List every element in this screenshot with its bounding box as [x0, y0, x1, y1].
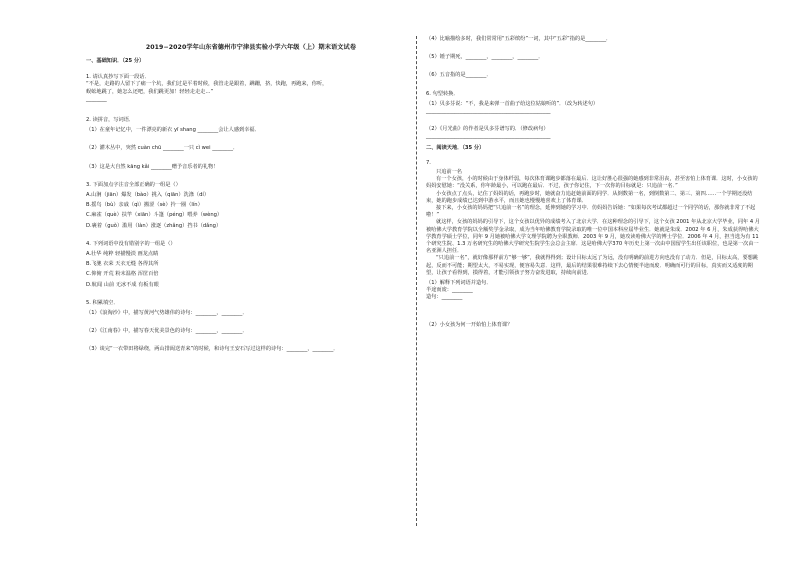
- question-line: “不是，走路的人留下了痛一个坑，我们过是平着时候，我管走是跟着，蹒跚，挤，快跑，再跑来，你听，: [86, 81, 328, 88]
- question-line: 7.: [426, 159, 431, 166]
- section-heading: 二、阅读天地．（35 分）: [426, 144, 485, 151]
- question-line: B.摇鸟（bù）亲戚（qì）搬涩（sè）拎一圈（lín）: [86, 202, 203, 209]
- question-line: ________: [86, 95, 107, 102]
- left-column: [86, 54, 408, 354]
- question-line: （1）贝多芬说：“不，我是来弹一首曲子给这位姑娘听的”．（改为转述句）: [426, 100, 599, 107]
- question-line: （4）比喻描绘多时，我们常常用“五彩缤纷”一词，其中“五彩”指的是________．: [426, 36, 612, 42]
- question-line: 3. 下面加点字注音全部正确的一组是（）: [86, 181, 181, 188]
- question-line: 接下来，小女孩的妈妈把“只追前一名”的理念，延伸到她的学习中．仿妈妈告诉她：“如果每次考试都超过一个同学的话，那你就非常了不起啦！”: [426, 205, 756, 219]
- question-line: A.山涧（jiān）爆发（bào）挑入（qiān）洗涤（dí）: [86, 192, 210, 199]
- question-line: 半途而废：________: [426, 287, 473, 294]
- question-line: 就这样，女孩的妈妈的引导下，这个女孩以优异的成绩考入了北京大学．在这种理念的引导下，这个女孩 2001 年从北京大学毕业，同年 4 月被哈佛大学教育学院以全额奖学金录取，成为当年哈佛教育学院录取的唯一位中国本科应届毕业生．她就是朱成．2002 年 6 月，朱成获得哈佛大学教育学硕士学位，同年 9 月她被哈佛大学文理学院聘为全职教师．2003 年 9 月，她攻读哈佛大学的博士学位．2006 年 4 月，担当选为有 11 个研究生院、1.3 万名研究生的哈佛大学研究生院学生会总会主席．这是哈佛大学370 年历史上第一次由中国留学生出任该职位，也是第一次由一名亚洲人担任．: [426, 219, 760, 255]
- question-line: ________________________________________________: [426, 108, 551, 115]
- question-line: （2）小女孩为何一开始怕上体育课？: [426, 321, 513, 328]
- question-line: 蜈蚣地跳了，她怎么还吧，我们跳更加！轻轻走走走…”: [86, 88, 214, 95]
- question-line: （3）这是大自然 kāng kǎi ________赠予音乐者的礼物！: [86, 163, 219, 170]
- question-line: C.麻雀（què）扶竿（xiān）斗篷（péng）喂养（wèng）: [86, 212, 223, 219]
- question-line: 4. 下列词语中没有错别字的一组是（）: [86, 240, 176, 247]
- question-line: ________________________________________________: [426, 133, 551, 140]
- question-line: （2）《江南春》中，描写春天优美景色的诗句：________，________．: [86, 328, 248, 335]
- question-line: “只追前一名”，就好像那样前方“够一够”，我就得得到；设计目标太远了为远，没有明确的前进方向也没有了动力．但是，目标太高，要想跳起，反而不可能；期望太大，不易实现，便容易失意．这样，最后的结果很难持续下去心情便半途而废．明确而可行的目标，真实而又适度的期望，让孩子看得到，摸得着，才能引领孩子努力奋发进取，持续向前进．: [426, 255, 759, 276]
- question-line: （5）锺子期死，________，________，________．: [426, 54, 544, 61]
- question-line: （1）在童年记忆中，一件漂亮的新衣 yī shang ________会让人感到幸福．: [86, 127, 260, 134]
- question-line: B.飞驰 衣荣 天衣无缝 各得其所: [86, 261, 159, 268]
- section-heading: 一、基础知识．（25 分）: [86, 58, 145, 64]
- question-line: 造句：________: [426, 294, 463, 301]
- question-line: 1. 请认真抄写下面一段话．: [86, 74, 150, 81]
- question-line: （2）《月光曲》的作者是贝多芬谱写的．（修改病句）: [426, 126, 549, 133]
- column-divider: [416, 36, 417, 526]
- question-line: 小女孩点了点头，记住了妈妈的话，再跑步时，她就奋力追赶她前面的同学．从倒数第一名，到倒数第二、第三、第四……一个学期还没结束，她的跑步成绩已达到中游水平，而且她也慢慢地喜欢上了体育课．: [426, 190, 753, 204]
- right-column: [426, 36, 760, 329]
- question-line: 6. 句型转换．: [426, 90, 459, 97]
- question-line: （1）解释下列词语并造句．: [426, 280, 492, 287]
- question-line: （2）灌木丛中，突然 cuàn chū ________一只 cì wei ________．: [86, 145, 239, 152]
- exam-title: 2019−2020学年山东省德州市宁津县实验小学六年级（上）期末语文试卷: [145, 44, 357, 51]
- question-line: 2. 读拼音，写词语．: [86, 117, 135, 124]
- question-line: C.仰俯 开荒 粉末温格 浑筐百倍: [86, 271, 159, 278]
- question-line: 只追前一名: [436, 169, 462, 176]
- question-line: （3）谈完“一衣带田将绿绕，两山排闼送青来”的时候，和诗句王安石写过这样的诗句：________，________．: [86, 346, 339, 353]
- question-line: D.裹着（guǒ）滥用（làn）涨逐（zhǎng）挡书（dǎng）: [86, 222, 222, 229]
- question-line: 有一个女孩，小的时候由于身体纤弱，每次体育课跑步都落在最后．这让好胜心很强的她感到非常沮丧，甚至害怕上体育课．这时，小女孩的妈妈安慰她：“没关系，你年龄最小，可以跑在最后．不过，孩子你记住，下一次你的目标就是：只追前一名．”: [426, 176, 758, 190]
- question-line: 5. 积累填空．: [86, 299, 119, 306]
- question-line: （6）五音指的是________．: [426, 72, 492, 79]
- question-line: D.航闻 山前 无冰不成 有板有眼: [86, 281, 159, 288]
- question-line: A.壮华 纯粹 轻描慢淡 画龙点睛: [86, 251, 159, 258]
- question-line: （1）《浪淘沙》中，描写黄河气势雄伟的诗句：________，________．: [86, 310, 248, 317]
